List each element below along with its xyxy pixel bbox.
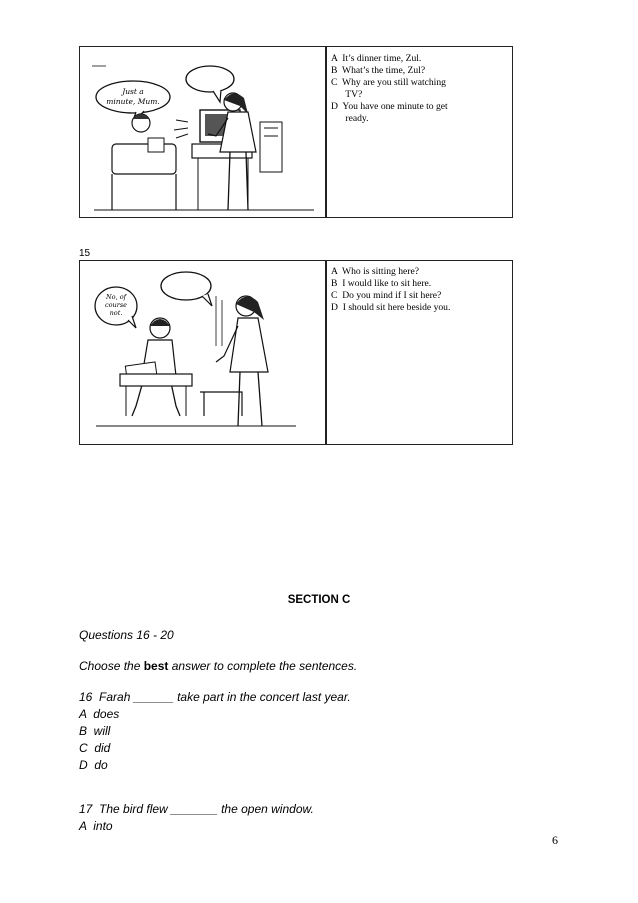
instruction-text: Choose the xyxy=(79,659,144,673)
question-15-illustration xyxy=(92,266,300,438)
section-instruction xyxy=(79,659,357,673)
question-14-options xyxy=(331,53,448,125)
question-17-option-a: A into xyxy=(79,819,113,833)
question-16-option-d: D do xyxy=(79,758,108,772)
question-16-stem: 16 Farah ______ take part in the concert last year. xyxy=(79,690,351,704)
instruction-text-end: answer to complete the sentences. xyxy=(168,659,358,673)
option-d: D You have one minute to get xyxy=(331,101,448,112)
option-c-continued: TV? xyxy=(331,89,363,100)
question-16-option-c: C did xyxy=(79,741,111,755)
page-number: 6 xyxy=(552,833,558,847)
option-a: A Who is sitting here? xyxy=(331,266,420,277)
section-title: SECTION C xyxy=(287,594,351,606)
boy-bubble-text: Just a xyxy=(122,87,144,96)
option-c: C Do you mind if I sit here? xyxy=(331,290,442,301)
mother-speech-bubble xyxy=(186,66,234,92)
boy-bubble-text-2: minute, Mum. xyxy=(106,97,160,106)
question-16-option-b: B will xyxy=(79,724,111,738)
questions-range: Questions 16 - 20 xyxy=(79,628,174,642)
option-a: A It’s dinner time, Zul. xyxy=(331,53,422,64)
option-d-continued: ready. xyxy=(331,113,369,124)
question-15-options xyxy=(331,266,450,314)
boy-bubble-text: No, of xyxy=(105,293,127,301)
instruction-emphasis: best xyxy=(143,659,169,673)
box-divider xyxy=(325,47,327,217)
question-16-option-a: A does xyxy=(79,707,120,721)
box-divider xyxy=(325,261,327,444)
question-15-number: 15 xyxy=(79,248,91,259)
option-b: B What’s the time, Zul? xyxy=(331,65,426,76)
question-17-stem: 17 The bird flew _______ the open window. xyxy=(79,802,314,816)
boy-bubble-text-3: not. xyxy=(109,309,123,317)
option-d: D I should sit here beside you. xyxy=(331,302,451,313)
question-14-illustration xyxy=(88,52,320,214)
option-c: C Why are you still watching xyxy=(331,77,446,88)
option-b: B I would like to sit here. xyxy=(331,278,432,289)
boy-bubble-text-2: course xyxy=(104,301,128,309)
